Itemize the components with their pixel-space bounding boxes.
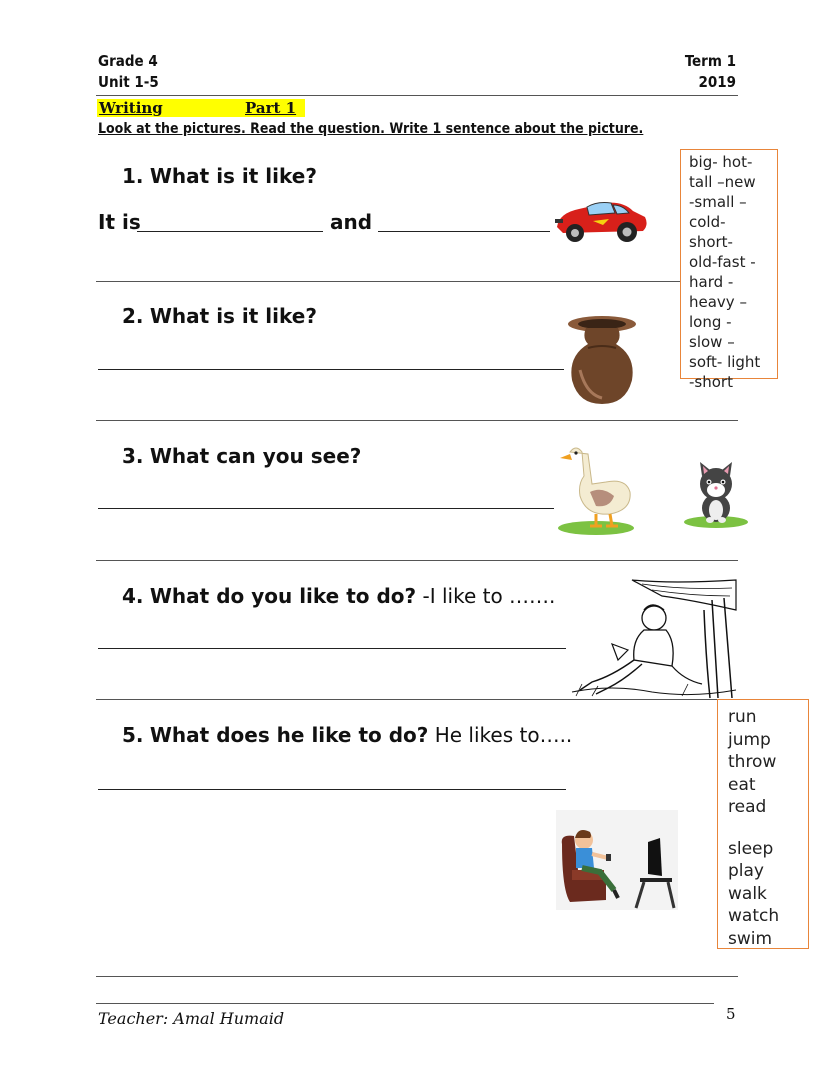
question-1-text: What is it like? [149,164,317,188]
adjective-word: hard - [689,273,734,291]
adjective-word: heavy – [689,293,747,311]
q1-sentence-and: and [330,210,373,234]
adjective-word-box [680,149,778,391]
q1-divider [96,281,738,282]
header-divider [96,95,738,96]
q2-divider [96,420,738,421]
q3-answer-line[interactable] [98,508,554,509]
boy-watching-tv-image [556,810,678,910]
teacher-name: Teacher: Amal Humaid [98,1009,285,1028]
question-3-number: 3. [122,444,144,468]
unit-label: Unit 1-5 [98,73,159,91]
question-3-text: What can you see? [149,444,362,468]
q5-divider [96,976,738,977]
footer-divider [96,1003,714,1004]
goose-image [556,440,636,536]
cat-image [682,460,752,530]
question-1-number: 1. [122,164,144,188]
term-label: Term 1 [684,52,736,70]
q3-divider [96,560,738,561]
clay-pot-image [564,314,640,406]
question-1 [122,164,317,188]
grade-label: Grade 4 [98,52,158,70]
adjective-word: -small – [689,193,747,211]
question-4 [122,584,555,608]
section-title-part: Part 1 [245,99,297,117]
verb-word: jump [728,729,771,750]
verb-word: sleep [728,838,774,859]
verb-word: read [728,797,767,817]
adjective-word: soft- light [689,353,761,371]
q1-sentence-start: It is [98,210,141,234]
page-number: 5 [726,1005,736,1023]
verb-word-box [717,699,809,949]
instructions: Look at the pictures. Read the question. Write 1 sentence about the picture. [98,121,644,137]
question-2-text: What is it like? [149,304,317,328]
verb-word: run [728,707,757,727]
boy-reading-image [572,580,736,698]
adjective-word: slow – [689,333,735,351]
q1-blank-2[interactable] [378,231,550,232]
question-4-number: 4. [122,584,144,608]
question-5-number: 5. [122,723,144,747]
q4-answer-line[interactable] [98,648,566,649]
verb-word: throw [728,752,777,772]
q4-divider [96,699,720,700]
question-5 [122,723,572,747]
verb-word: watch [728,906,780,926]
verb-word: swim [728,928,773,949]
adjective-word: -short [689,373,733,391]
verb-word: play [728,861,764,881]
adjective-word: long - [689,313,732,331]
q2-answer-line[interactable] [98,369,564,370]
verb-word: walk [728,883,767,904]
question-2 [122,304,317,328]
q5-answer-line[interactable] [98,789,566,790]
adjective-word: old-fast - [689,253,756,271]
section-title-writing: Writing [99,99,163,117]
adjective-word: big- hot- [689,153,753,171]
question-5-text: What does he like to do? [149,723,429,747]
year-label: 2019 [698,73,736,91]
section-title [97,99,305,117]
question-4-prompt: -I like to ……. [416,584,556,608]
adjective-word: short- [689,233,733,251]
race-car-image [553,197,649,247]
question-3 [122,444,361,468]
adjective-word: tall –new [689,173,756,191]
adjective-word: cold- [689,213,726,231]
q1-blank-1[interactable] [137,231,323,232]
verb-word: eat [728,774,756,795]
question-2-number: 2. [122,304,144,328]
question-5-prompt: He likes to….. [428,723,573,747]
question-4-text: What do you like to do? [149,584,417,608]
